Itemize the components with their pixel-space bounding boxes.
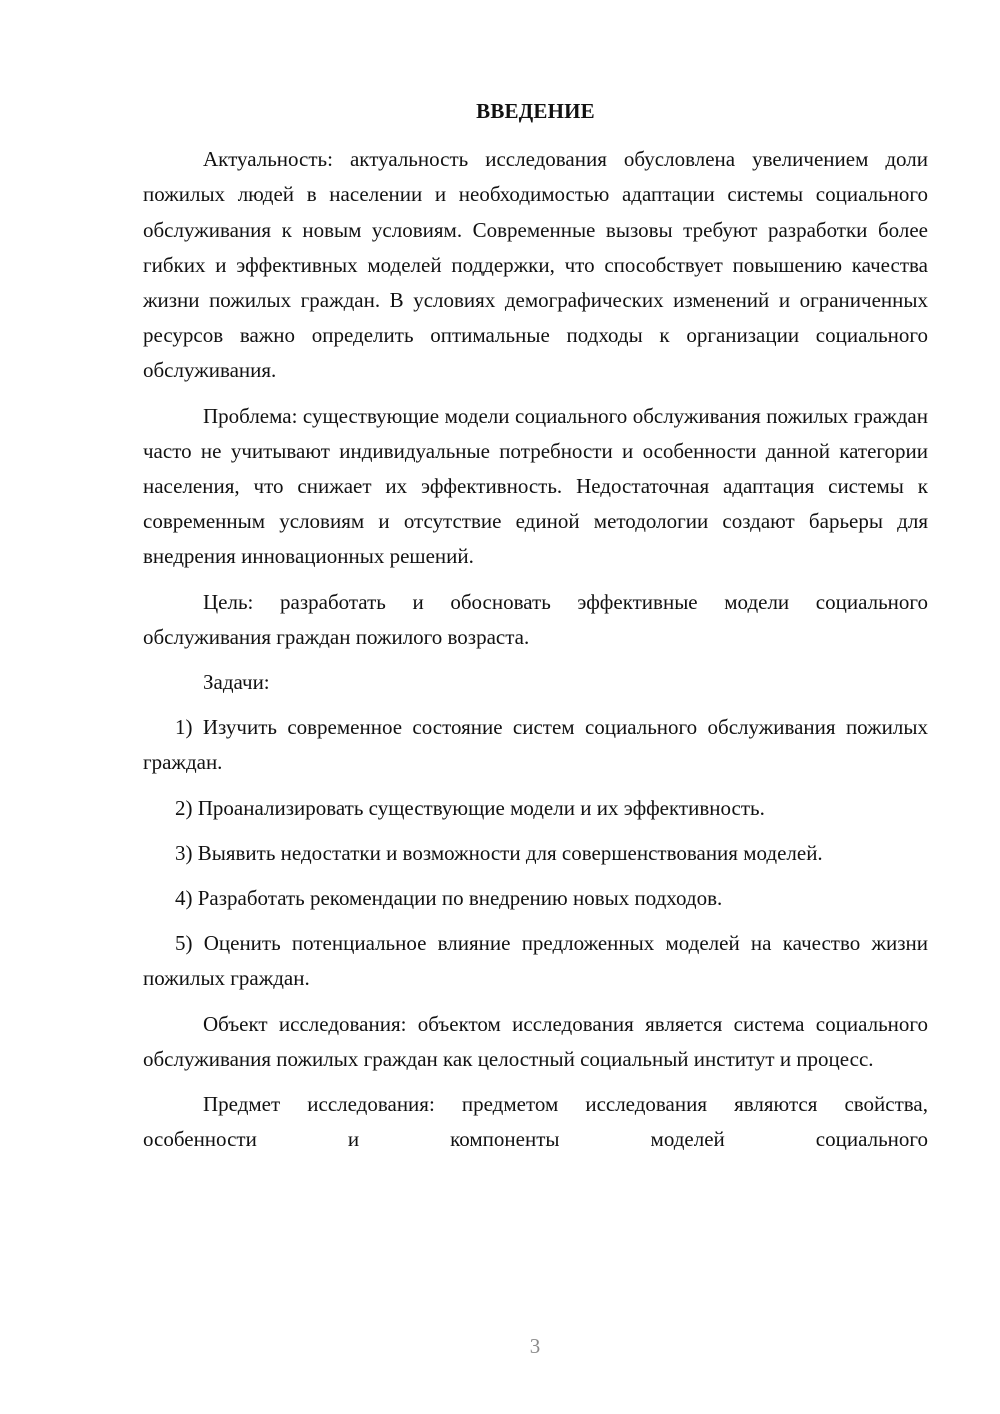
- task-item-1: 1) Изучить современное состояние систем социального обслуживания пожилых граждан.: [143, 715, 928, 775]
- section-heading: ВВЕДЕНИЕ: [476, 99, 595, 123]
- paragraph-subject: Предмет исследования: предметом исследования являются свойства, особенности и компоненты моделей социального: [143, 1092, 928, 1152]
- page-content: [143, 94, 928, 1167]
- task-item-2: 2) Проанализировать существующие модели и их эффективность.: [175, 795, 765, 820]
- page-number: 3: [529, 1334, 541, 1358]
- task-item-4: 4) Разработать рекомендации по внедрению новых подходов.: [175, 886, 723, 911]
- paragraph-goal: Цель: разработать и обосновать эффективные модели социального обслуживания граждан пожилого возраста.: [143, 589, 928, 649]
- paragraph-problem: Проблема: существующие модели социального обслуживания пожилых граждан часто не учитывают индивидуальные потребности и особенности данной категории населения, что снижает их эффективность. Недостаточная адаптация системы к современным условиям и отсутствие единой методологии создают барьеры для внедрения инновационных решений.: [143, 403, 928, 569]
- paragraph-relevance: Актуальность: актуальность исследования обусловлена увеличением доли пожилых людей в населении и необходимостью адаптации системы социального обслуживания к новым условиям. Современные вызовы требуют разработки более гибких и эффективных моделей поддержки, что способствует повышению качества жизни пожилых граждан. В условиях демографических изменений и ограниченных ресурсов важно определить оптимальные подходы к организации социального обслуживания.: [143, 147, 928, 383]
- paragraph-object: Объект исследования: объектом исследования является система социального обслуживания пожилых граждан как целостный социальный институт и процесс.: [143, 1011, 928, 1071]
- tasks-label: Задачи:: [203, 670, 270, 695]
- task-item-3: 3) Выявить недостатки и возможности для совершенствования моделей.: [175, 840, 823, 865]
- task-item-5: 5) Оценить потенциальное влияние предложенных моделей на качество жизни пожилых граждан.: [143, 931, 928, 991]
